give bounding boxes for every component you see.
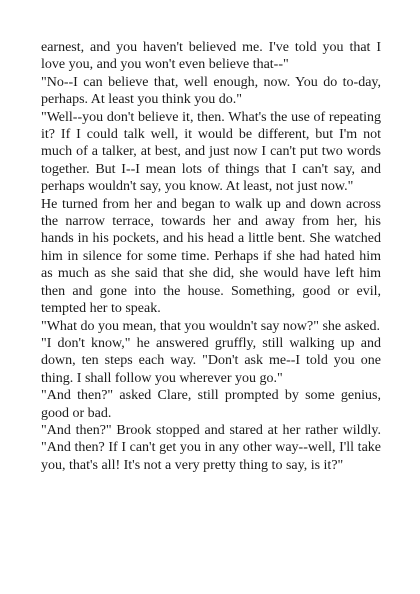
paragraph-6: "I don't know," he answered gruffly, still walking up and down, ten steps each way. "Don't ask me--I told you one thing. I shall follow you wherever you go." bbox=[41, 335, 381, 386]
paragraph-4: He turned from her and began to walk up and down across the narrow terrace, towards her and away from her, his hands in his pockets, and his head a little bent. She watched him in silence for some time. Perhaps if she had hated him as much as she said that she did, she would have left him then and gone into the house. Something, good or evil, tempted her to speak. bbox=[41, 196, 381, 317]
paragraph-2: "No--I can believe that, well enough, now. You do to-day, perhaps. At least you think you do." bbox=[41, 74, 381, 108]
paragraph-5: "What do you mean, that you wouldn't say now?" she asked. bbox=[41, 318, 380, 334]
book-page bbox=[41, 39, 381, 474]
paragraph-1: earnest, and you haven't believed me. I've told you that I love you, and you won't even believe that--" bbox=[41, 40, 381, 73]
paragraph-8: "And then?" Brook stopped and stared at her rather wildly. "And then? If I can't get you in any other way--well, I'll take you, that's all! It's not a very pretty thing to say, is it?" bbox=[41, 422, 381, 473]
paragraph-7: "And then?" asked Clare, still prompted by some genius, good or bad. bbox=[41, 388, 381, 421]
paragraph-3: "Well--you don't believe it, then. What's the use of repeating it? If I could talk well, it would be different, but I'm not much of a talker, at best, and just now I can't put two words together. But I--I mean lots of things that I can't say, and perhaps wouldn't say, you know. At least, not just now." bbox=[41, 109, 381, 195]
